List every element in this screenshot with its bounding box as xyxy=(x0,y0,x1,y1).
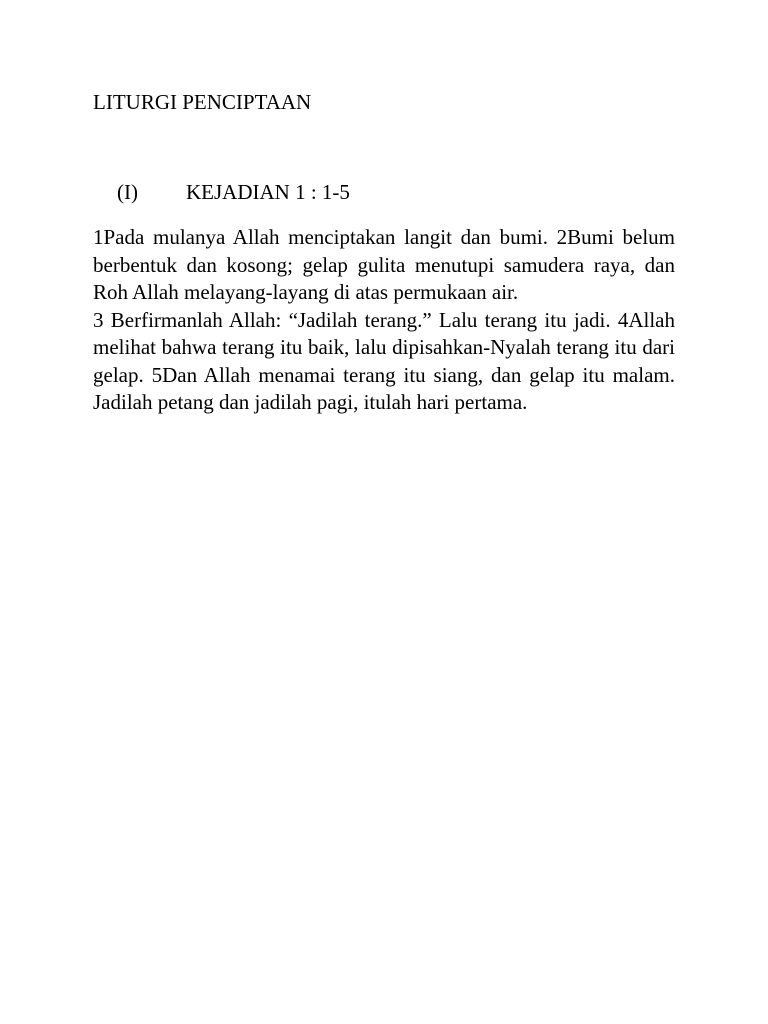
section-number: (I) xyxy=(117,180,138,204)
scripture-text xyxy=(93,224,675,417)
document-title: LITURGI PENCIPTAAN xyxy=(93,90,312,114)
section-reference: KEJADIAN 1 : 1-5 xyxy=(186,180,350,204)
section-heading xyxy=(117,179,350,205)
paragraph: 1Pada mulanya Allah menciptakan langit dan bumi. 2Bumi belum berbentuk dan kosong; gelap gulita menutupi samudera raya, dan Roh Allah melayang-layang di atas permukaan air. xyxy=(93,225,675,304)
paragraph: 3 Berfirmanlah Allah: “Jadilah terang.” Lalu terang itu jadi. 4Allah melihat bahwa terang itu baik, lalu dipisahkan-Nyalah terang itu dari gelap. 5Dan Allah menamai terang itu siang, dan gelap itu malam. Jadilah petang dan jadilah pagi, itulah hari pertama. xyxy=(93,307,675,414)
